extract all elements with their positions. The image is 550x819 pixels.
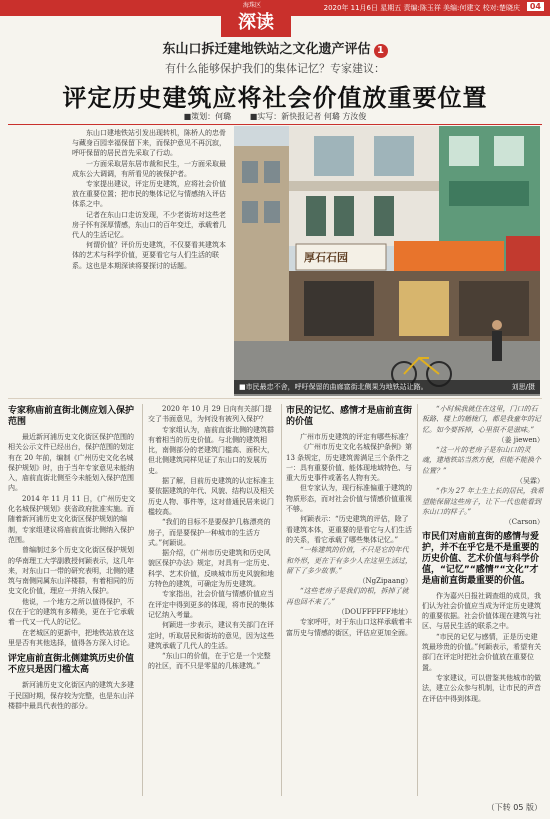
header-rule [8,124,542,125]
lead-paragraph: 东山口建地铁站引发出现转机，陈桥人的忠骨与藏身百园幸福保留下来，而保护意见不再沉寂，呼吁保留的居民首先采取了行动。 [72,129,226,158]
body-paragraph: 何颖表示：“历史建筑的评估，除了看建筑本体，更重要的是看它与人们生活的关系，看它承载了哪些集体记忆。” [286,515,412,544]
column-divider [142,404,143,796]
page-number: 04 [527,2,544,11]
quote-author: （DOUFFFFFF地址） [337,608,412,617]
quote-author: （姜 jiewen） [497,435,544,444]
quote-paragraph: “作为 27 年土生土长的居民，我希望能保留这些房子，让下一代也能看到东山口的样子。” [422,487,544,516]
headline: 评定历史建筑应将社会价值放重要位置 [62,84,488,112]
body-paragraph: 最近新河浦历史文化街区保护范围的相关公示文件已经出台，保护范围的划定有在 20 年前，编制《广州历史文化名城保护规划》时，由于当年专家意见未能纳入，庙前直街北侧至今未能划入保护范围内。 [8,433,134,493]
section-rule [8,398,542,399]
lead-paragraph: 记者在东山口走访发现，不少老街坊对这些老房子怀有深厚情感，东山口的百年变迁，承载着几代人的生活记忆。 [72,210,226,240]
section-heading: 市民们对庙前直街的感情与爱护，并不在乎它是不是重要的历史价值、艺术价值与科学价值，“记忆”“感情”“文化”才是庙前直街最重要的价值。 [422,531,540,586]
column-divider [417,404,418,796]
quote-paragraph: “一栋建筑的价值，不只是它的年代和外形，更在于有多少人在这里生活过，留下了多少故事。” [286,546,412,575]
dateline: 2020年 11月6日 星期五 责编:陈玉祥 美编:何建文 校对:楚晓庆 [323,4,520,12]
lead-text [72,128,230,392]
body-paragraph: 他说，一个地方之所以值得保护，不仅在于它的建筑有多精美，更在于它承载着一代又一代人的记忆。 [8,597,134,627]
photo-credit: 刘思/摄 [511,383,535,391]
body-paragraph: 专家呼吁，对于东山口这样承载着丰富历史与情感的街区，评估应更加全面。 [286,618,412,637]
body-paragraph: 2020 年 10 月 29 日向有关部门提交了书面意见，为何没有被列入保护？ [148,405,272,424]
lead-paragraph: 一方面采取居东居市裁和民生，一方面采取最成东公大调调，有所看见的被保护者。 [72,159,226,178]
body-paragraph: “我们的目标不是要保护几栋漂亮的房子，而是要保护一种城市的生活方式。”何颖说。 [148,518,271,547]
series-title-text: 东山口拆迁建地铁站之文化遗产评估 [162,42,371,57]
photo-caption [234,380,540,394]
section-name: 深读 [221,6,291,37]
article-column-2 [148,404,276,796]
body-paragraph: 曾编制过多个历史文化街区保护规划的华南理工大学副教授何颖表示，这几年来，对东山口一带的研究表明，北侧的建筑与南侧同属东山洋楼群，有着相同的历史文化价值，理应一并纳入保护。 [8,546,134,596]
quote-author: （Carson） [504,518,544,527]
continued-notice: （下转 05 版） [486,803,542,812]
body-paragraph: 专家建议，可以借鉴其他城市的做法，建立公众参与机制，让市民的声音在评估中得到体现。 [422,673,541,703]
planner-credit: ■策划：何璐 [183,112,232,121]
quote-paragraph: “这些老房子是我们的根，拆掉了就再也回不来了。” [286,587,409,606]
body-paragraph: “市民的记忆与感情，正是历史建筑最珍贵的价值。”何颖表示，希望有关部门在评定时把社会价值放在重要位置。 [422,632,542,672]
byline [0,111,550,122]
body-paragraph: 何颖进一步表示，建议有关部门在评定时，听取居民和街坊的意见，因为这些建筑承载了几代人的生活。 [148,621,274,650]
body-paragraph: 新河浦历史文化街区内的建筑大多建于民国时期，保存较为完整，也是东山洋楼群中最具代表性的部分。 [8,681,134,710]
reporter-credit: ■实写：新快报记者 何璐 方汝俊 [249,112,367,121]
section-heading: 市民的记忆、感情才是庙前直街的价值 [286,406,412,427]
subheadline: 有什么能够保护我们的集体记忆？专家建议： [165,62,385,75]
quote-paragraph: “这一片的老房子是东山口的灵魂，建地铁站当然方便，但能不能换个位置？” [422,446,541,475]
section-heading: 专家称庙前直街北侧应划入保护范围 [8,406,135,427]
lead-paragraph: 专家提出建议，评定历史建筑，应将社会价值放在重要位置；把市民的集体记忆与情感纳入评估体系之中。 [72,180,226,209]
quote-author: （NgZipaang） [358,577,412,586]
shop-sign-text: 厚石石园 [304,251,348,264]
body-paragraph: 据介绍，《广州市历史建筑和历史风貌区保护办法》规定，对具有一定历史、科学、艺术价值，反映城市历史风貌和地方特色的建筑，可确定为历史建筑。 [148,549,274,589]
body-paragraph: 在老城区的更新中，把地铁站放在这里是否有其他选择，值得各方深入讨论。 [8,628,134,647]
street-photo [234,126,540,396]
body-paragraph: 2014 年 11 月 11 日，《广州历史文化名城保护规划》获省政府批准实施。而随着新河浦历史文化街区保护规划的编制，专家组建议将庙前直街北侧纳入保护范围。 [8,494,136,544]
body-paragraph: “东山口的价值，在于它是一个完整的社区，而不只是零星的几栋建筑。” [148,652,271,671]
body-paragraph: 《广州市历史文化名城保护条例》第 13 条规定，历史建筑需满足三个条件之一：具有重要价值、能体现地域特色、与重大历史事件或著名人物有关。 [286,443,412,483]
caption-text: ■市民最忠不舍，呼吁保留的曲廊富街北侧果为地铁站让路。 [239,383,428,391]
body-paragraph: 专家指出，社会价值与情感价值应当在评定中得到更多的体现，将市民的集体记忆纳入考量。 [148,590,274,619]
lead-paragraph: 何谓价值？评价历史建筑，不仅要看其建筑本体的艺术与科学价值，更要看它与人们生活的联系。这也是本期深读将要探讨的话题。 [72,241,226,270]
body-paragraph: 专家组认为，庙前直街北侧的建筑群有着相当的历史价值。与北侧的建筑相比，南侧部分的老建筑门槛高、面积大，但北侧建筑同样见证了东山口的发展历史。 [148,425,274,475]
article-column-3 [286,404,412,796]
body-paragraph: 广州市历史建筑的评定有哪些标准？ [300,433,412,441]
body-paragraph: 但专家认为，现行标准偏重于建筑的物质形态，而对社会价值与情感价值重视不够。 [286,484,412,514]
street-photo-illustration [234,126,540,396]
body-paragraph: 作为嘉兴日报社调查组的成员，我们认为社会价值应当成为评定历史建筑的重要依据。社会价值体现在建筑与社区、与居民生活的联系之中。 [422,591,541,631]
quote-author: （吴霖） [516,477,544,486]
section-heading: 评定庙前直街北侧建筑历史价值不应只是因门槛太高 [8,654,135,676]
series-number: 1 [374,44,388,58]
quote-paragraph: “小时候我就住在这里，门口的石板路、楼上的趟栊门，都是我童年的记忆。如今要拆掉，心里很不是滋味。” [422,405,541,434]
body-paragraph: 据了解，目前历史建筑的认定标准主要依据建筑的年代、风貌、结构以及相关历史人物、事件等，这对普通民居来说门槛较高。 [148,477,274,516]
article-column-1 [8,404,136,796]
article-column-4 [422,404,544,796]
section-tag: 海珠区 [243,2,262,9]
column-divider [281,404,282,796]
series-title [0,38,550,58]
